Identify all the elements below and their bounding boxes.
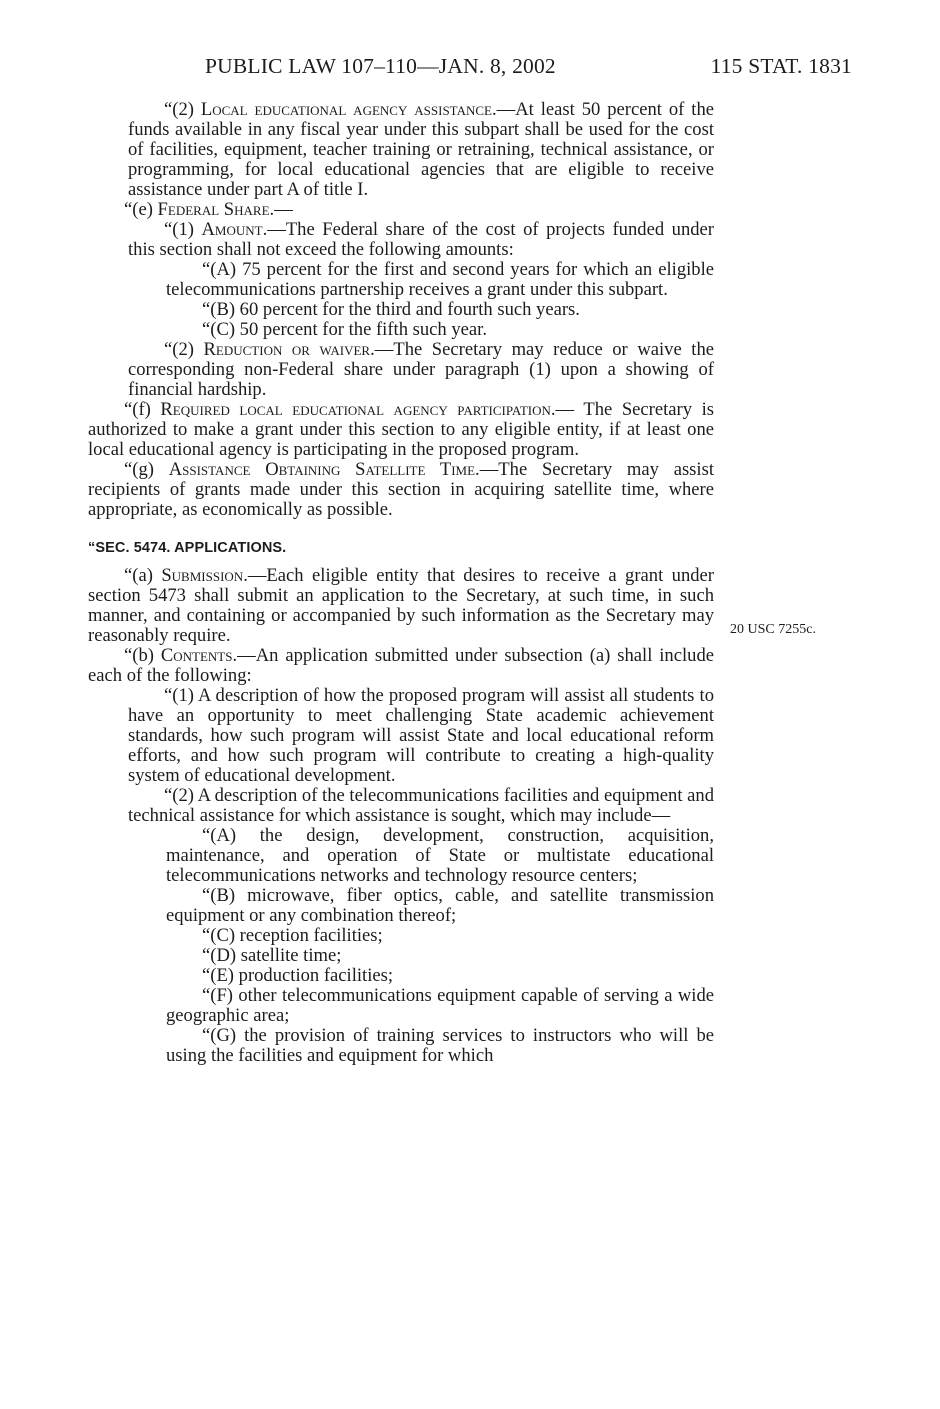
paragraph-d2 [88, 100, 714, 200]
running-head: PUBLIC LAW 107–110—JAN. 8, 2002 [205, 54, 556, 78]
paragraph-text: .—The Federal share of the cost of projects funded under this section shall not exceed the following amounts: [128, 219, 714, 260]
paragraph-bE: “(E) production facilities; [202, 965, 394, 986]
paragraph-e1 [88, 220, 714, 260]
paragraph-heading: Amount [201, 219, 263, 240]
paragraph-e [88, 200, 714, 220]
paragraph-bG: “(G) the provision of training services to instructors who will be using the facilities and equipment for which [166, 1025, 714, 1066]
paragraph-e2 [88, 340, 714, 400]
paragraph-heading: Reduction or waiver [203, 339, 371, 360]
paragraph-eA: “(A) 75 percent for the first and second years for which an eligible telecommunications partnership receives a grant under this subpart. [166, 259, 714, 300]
paragraph-text: .— The Secretary is authorized to make a grant under this section to any eligible entity, if at least one local educational agency is participating in the proposed program. [88, 399, 714, 460]
paragraph-label: “(f) [124, 399, 151, 420]
paragraph-label: “(2) [164, 99, 194, 120]
paragraph-bB: “(B) microwave, fiber optics, cable, and satellite transmission equipment or any combination thereof; [166, 885, 714, 926]
section-heading: “SEC. 5474. APPLICATIONS. [88, 540, 287, 556]
paragraph-heading: Local educational agency assistance [200, 99, 492, 120]
paragraph-eC: “(C) 50 percent for the fifth such year. [202, 319, 487, 340]
paragraph-label: “(2) [164, 339, 194, 360]
paragraph-text: .—An application submitted under subsection (a) shall include each of the following: [88, 645, 714, 686]
page-number: 115 STAT. 1831 [710, 54, 852, 78]
paragraph-text: .—The Secretary may assist recipients of grants made under this section in acquiring satellite time, where appropriate, as economically as possible. [88, 459, 714, 520]
paragraph-bF: “(F) other telecommunications equipment capable of serving a wide geographic area; [166, 985, 714, 1026]
paragraph-text: .— [269, 199, 293, 220]
paragraph-eB: “(B) 60 percent for the third and fourth such years. [202, 299, 580, 320]
paragraph-bA: “(A) the design, development, construction, acquisition, maintenance, and operation of State or multistate educational telecommunications networks and technology resource centers; [166, 825, 714, 886]
paragraph-a [88, 566, 714, 646]
paragraph-b [88, 646, 714, 686]
paragraph-heading: Submission [161, 565, 244, 586]
paragraph-f [88, 400, 714, 460]
margin-citation: 20 USC 7255c. [730, 622, 816, 637]
paragraph-b2: “(2) A description of the telecommunications facilities and equipment and technical assistance for which assistance is sought, which may include— [128, 785, 714, 826]
paragraph-heading: Required local educational agency participation [160, 399, 551, 420]
body-text [88, 100, 714, 1066]
paragraph-b1: “(1) A description of how the proposed program will assist all students to have an opportunity to meet challenging State academic achievement standards, how such program will assist State and local educational reform efforts, and how such program will contribute to creating a high-quality system of educational development. [128, 685, 714, 786]
paragraph-text: .—Each eligible entity that desires to receive a grant under section 5473 shall submit an application to the Secretary, at such time, in such manner, and containing or accompanied by such information as the Secretary may reasonably require. [88, 565, 714, 646]
paragraph-label: “(1) [164, 219, 194, 240]
paragraph-g [88, 460, 714, 520]
paragraph-heading: Contents [160, 645, 233, 666]
paragraph-heading: Assistance Obtaining Satellite Time [168, 459, 476, 480]
paragraph-label: “(g) [124, 459, 154, 480]
paragraph-text: .—The Secretary may reduce or waive the corresponding non-Federal share under paragraph (1) upon a showing of financial hardship. [128, 339, 714, 400]
paragraph-label: “(a) [124, 565, 153, 586]
paragraph-label: “(b) [124, 645, 154, 666]
paragraph-bC: “(C) reception facilities; [202, 925, 383, 946]
paragraph-text: .—At least 50 percent of the funds available in any fiscal year under this subpart shall be used for the cost of facilities, equipment, teacher training or retraining, technical assistance, or programming, for local educational agencies that are eligible to receive assistance under part A of title I. [128, 99, 714, 200]
paragraph-label: “(e) [124, 199, 153, 220]
paragraph-heading: Federal Share [157, 199, 270, 220]
paragraph-bD: “(D) satellite time; [202, 945, 342, 966]
